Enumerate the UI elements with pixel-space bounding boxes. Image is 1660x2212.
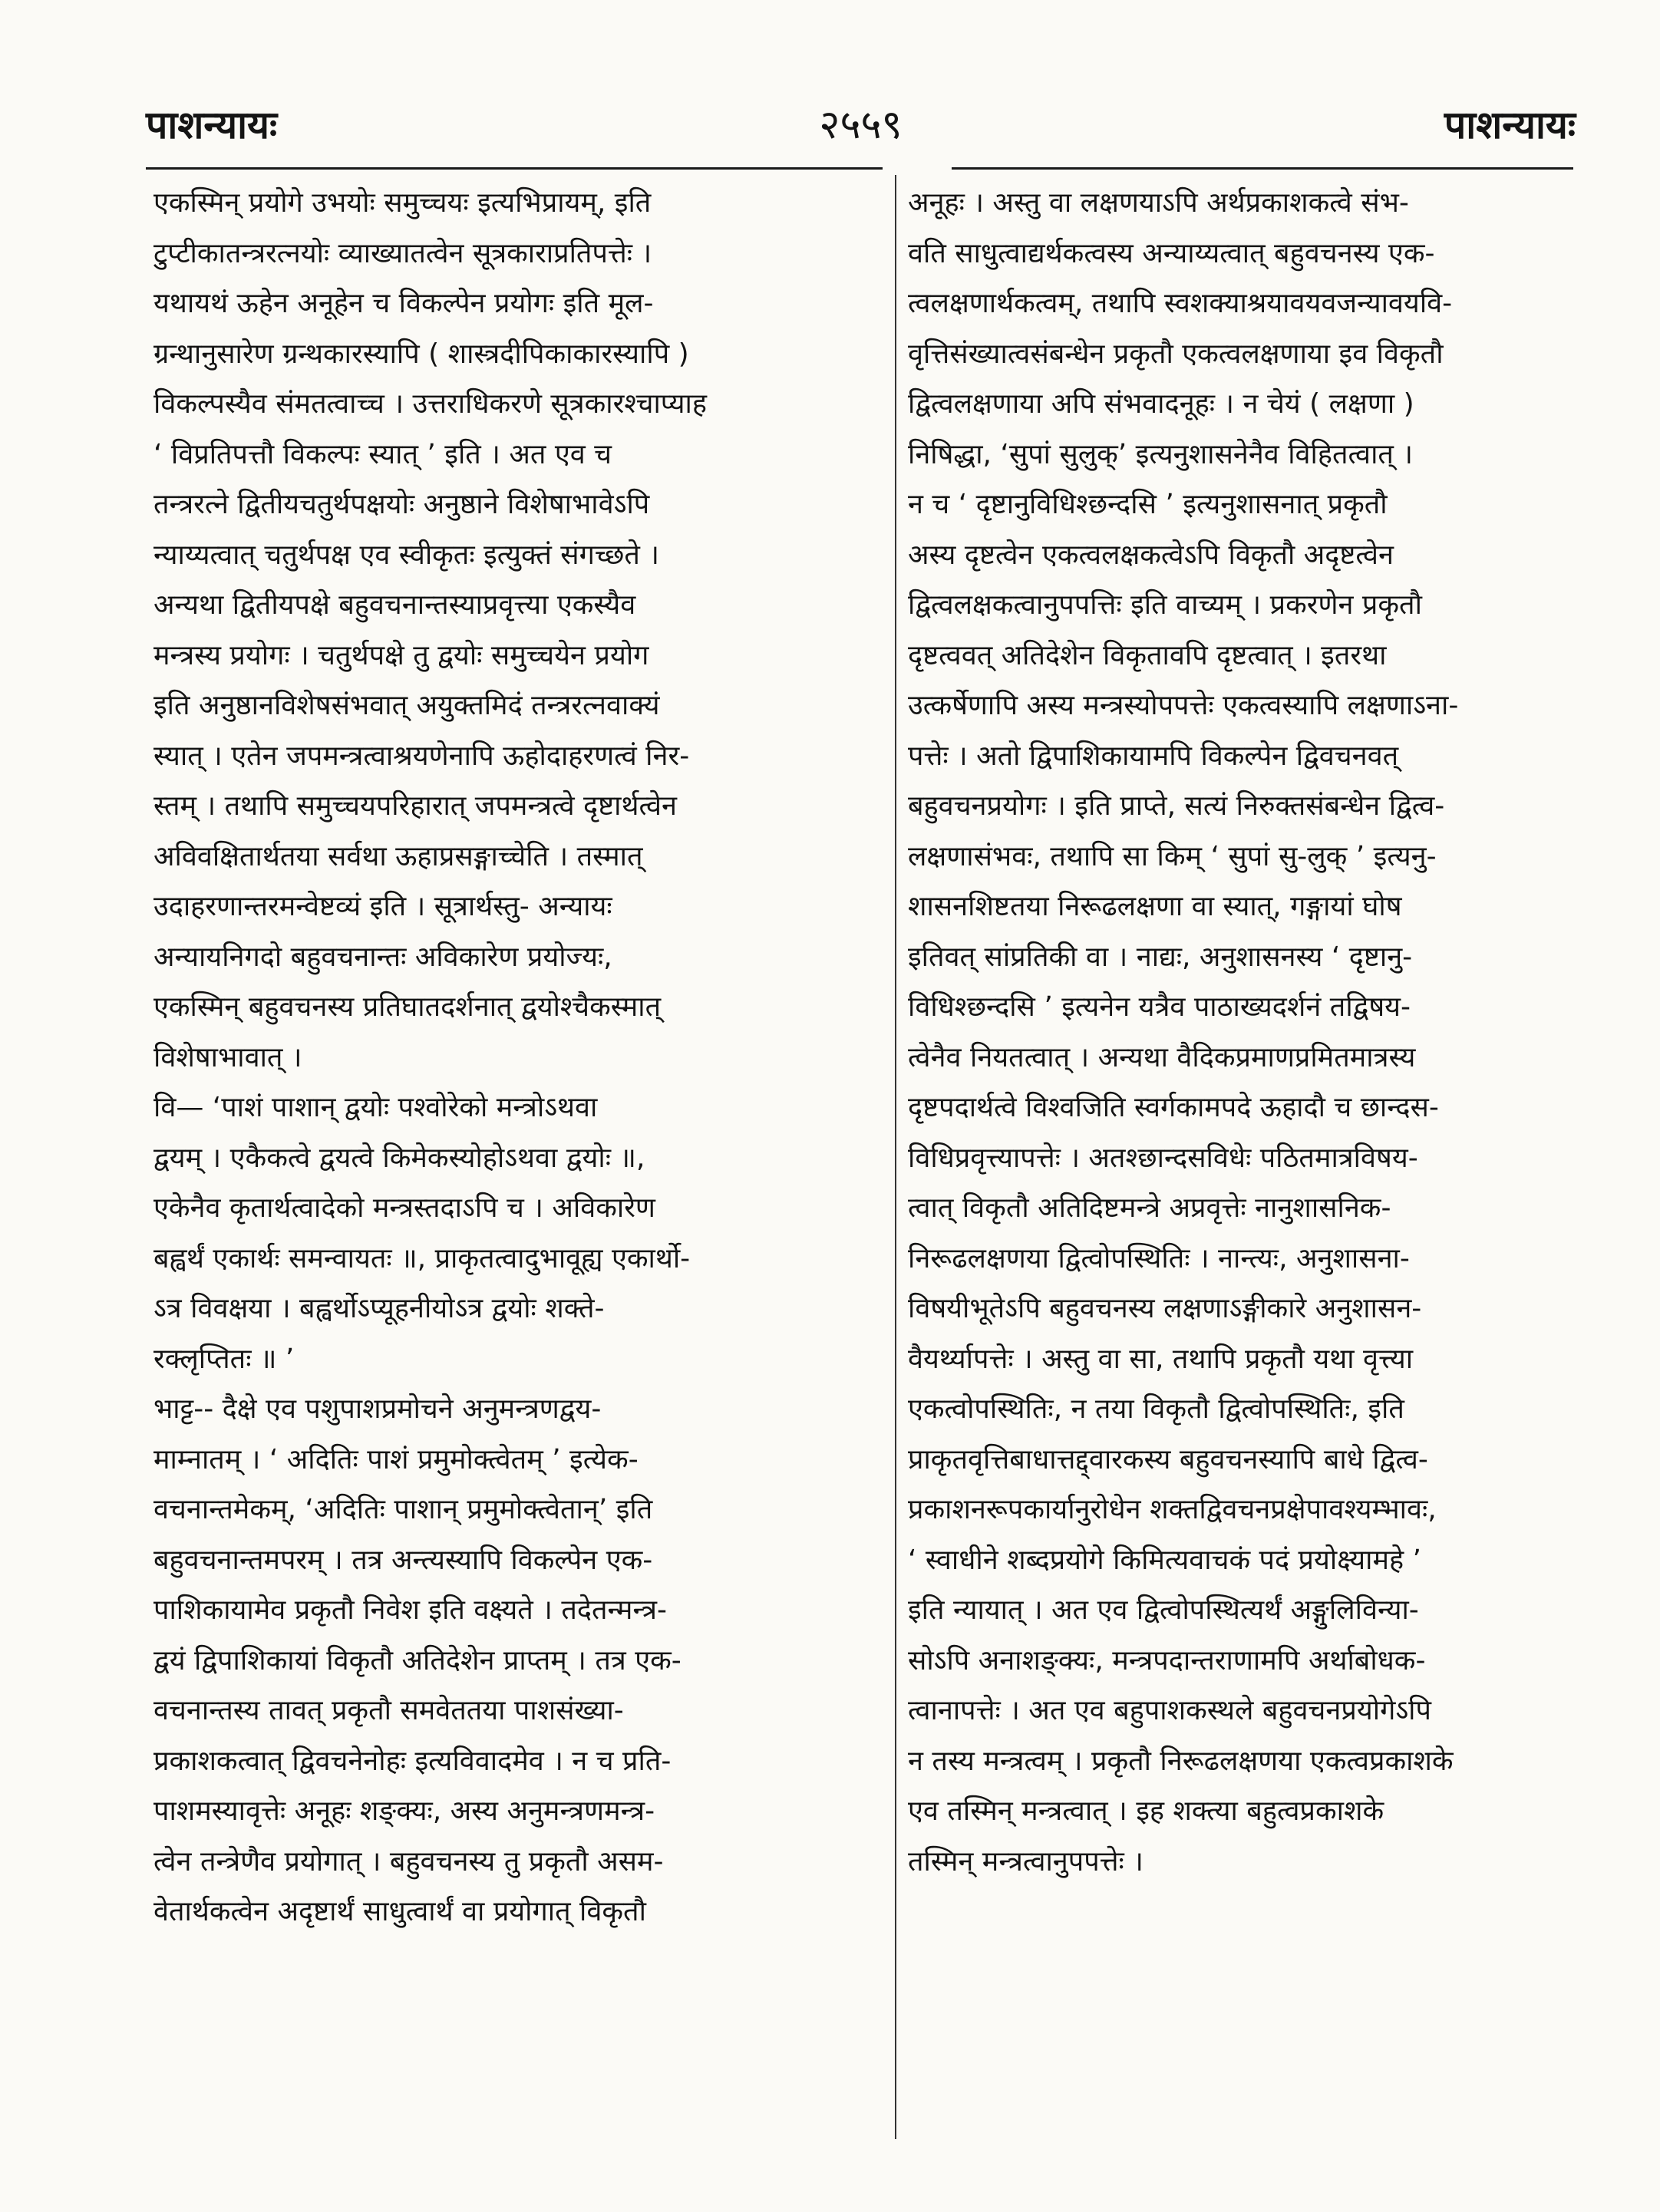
running-title-left: पाशन्यायः xyxy=(146,103,278,147)
text-line: भाट्ट-- दैक्षे एव पशुपाशप्रमोचने अनुमन्त्रणद्वय- xyxy=(153,1393,602,1425)
text-line: त्वात् विकृतौ अतिदिष्टमन्त्रे अप्रवृत्तेः नानुशासनिक- xyxy=(908,1192,1391,1224)
text-line: वृत्तिसंख्यात्वसंबन्धेन प्रकृतौ एकत्वलक्षणाया इव विकृतौ xyxy=(908,338,1444,370)
text-line: निरूढलक्षणया द्वित्वोपस्थितिः । नान्त्यः, अनुशासना- xyxy=(908,1242,1410,1274)
text-line: प्रकाशकत्वात् द्विवचनेनोहः इत्यविवादमेव । न च प्रति- xyxy=(153,1745,672,1777)
text-line: द्वयम् । एकैकत्वे द्वयत्वे किमेकस्योहोऽथवा द्वयोः ॥, xyxy=(153,1142,645,1174)
text-line: स्तम् । तथापि समुच्चयपरिहारात् जपमन्त्रत्वे दृष्टार्थत्वेन xyxy=(153,790,678,822)
text-line: एकस्मिन् बहुवचनस्य प्रतिघातदर्शनात् द्वयोश्चैकस्मात् xyxy=(153,991,662,1023)
header-rule-left xyxy=(146,167,883,170)
text-line: वेतार्थकत्वेन अदृष्टार्थं साधुत्वार्थं वा प्रयोगात् विकृतौ xyxy=(153,1896,646,1927)
text-line: त्वलक्षणार्थकत्वम्, तथापि स्वशक्याश्रयावयवजन्यावयवि- xyxy=(908,288,1453,319)
text-line: द्वयं द्विपाशिकायां विकृतौ अतिदेशेन प्राप्तम् । तत्र एक- xyxy=(153,1644,681,1676)
text-line: द्वित्वलक्षकत्वानुपपत्तिः इति वाच्यम् । प्रकरणेन प्रकृतौ xyxy=(908,589,1422,621)
text-line: दृष्टत्ववत् अतिदेशेन विकृतावपि दृष्टत्वात् । इतरथा xyxy=(908,639,1387,671)
text-line: रक्लृप्तितः ॥ ’ xyxy=(153,1343,295,1375)
text-line: वचनान्तमेकम्, ‘अदितिः पाशान् प्रमुमोक्त्वेतान्’ इति xyxy=(153,1494,653,1525)
text-line: ‘ स्वाधीने शब्दप्रयोगे किमित्यवाचकं पदं प्रयोक्ष्यामहे ’ xyxy=(908,1544,1421,1576)
text-line: इति अनुष्ठानविशेषसंभवात् अयुक्तमिदं तन्त्ररत्नवाक्यं xyxy=(153,690,660,721)
text-line: त्वेनैव नियतत्वात् । अन्यथा वैदिकप्रमाणप्रमितमात्रस्य xyxy=(908,1041,1416,1073)
text-line: उदाहरणान्तरमन्वेष्टव्यं इति । सूत्रार्थस्तु- अन्यायः xyxy=(153,891,612,922)
text-line: एकस्मिन् प्रयोगे उभयोः समुच्चयः इत्यभिप्रायम्, इति xyxy=(153,187,652,219)
text-line: पाशिकायामेव प्रकृतौ निवेश इति वक्ष्यते । तदेतन्मन्त्र- xyxy=(153,1594,668,1626)
text-line: विषयीभूतेऽपि बहुवचनस्य लक्षणाऽङ्गीकारे अनुशासन- xyxy=(908,1293,1422,1324)
text-line: अनूहः । अस्तु वा लक्षणयाऽपि अर्थप्रकाशकत्वे संभ- xyxy=(908,187,1409,219)
text-line: अन्यायनिगदो बहुवचनान्तः अविकारेण प्रयोज्यः, xyxy=(153,941,612,973)
text-line: इति न्यायात् । अत एव द्वित्वोपस्थित्यर्थं अङ्गुलिविन्या- xyxy=(908,1594,1419,1626)
text-line: टुप्टीकातन्त्ररत्नयोः व्याख्यातत्वेन सूत्रकाराप्रतिपत्तेः । xyxy=(153,237,652,269)
text-line: वचनान्तस्य तावत् प्रकृतौ समवेततया पाशसंख्या- xyxy=(153,1695,624,1726)
text-line: न्याय्यत्वात् चतुर्थपक्ष एव स्वीकृतः इत्युक्तं संगच्छते । xyxy=(153,539,659,571)
text-line: त्वानापत्तेः । अत एव बहुपाशकस्थले बहुवचनप्रयोगेऽपि xyxy=(908,1695,1431,1726)
text-line: विकल्पस्यैव संमतत्वाच्च । उत्तराधिकरणे सूत्रकारश्चाप्याह xyxy=(153,388,707,420)
header-rule-right xyxy=(952,167,1573,170)
text-line: इतिवत् सांप्रतिकी वा । नाद्यः, अनुशासनस्य ‘ दृष्टानु- xyxy=(908,941,1413,973)
text-line: मन्त्रस्य प्रयोगः । चतुर्थपक्षे तु द्वयोः समुच्चयेन प्रयोग xyxy=(153,639,649,671)
text-line: निषिद्धा, ‘सुपां सुलुक्’ इत्यनुशासनेनैव विहितत्वात् । xyxy=(908,438,1414,470)
text-line: यथायथं ऊहेन अनूहेन च विकल्पेन प्रयोगः इति मूल- xyxy=(153,288,654,319)
text-line: एव तस्मिन् मन्त्रत्वात् । इह शक्त्या बहुत्वप्रकाशके xyxy=(908,1795,1384,1827)
text-line: अस्य दृष्टत्वेन एकत्वलक्षकत्वेऽपि विकृतौ अदृष्टत्वेन xyxy=(908,539,1394,571)
text-line: दृष्टपदार्थत्वे विश्वजिति स्वर्गकामपदे ऊहादौ च छान्दस- xyxy=(908,1092,1439,1123)
text-line: ऽत्र विवक्षया । बह्वर्थोऽप्यूहनीयोऽत्र द्वयोः शक्ते- xyxy=(153,1293,605,1324)
text-line: अविवक्षितार्थतया सर्वथा ऊहाप्रसङ्गाच्चेति । तस्मात् xyxy=(153,840,643,872)
text-line: वैयर्थ्यापत्तेः । अस्तु वा सा, तथापि प्रकृतौ यथा वृत्त्या xyxy=(908,1343,1414,1375)
column-divider xyxy=(895,175,896,2139)
text-line: न च ‘ दृष्टानुविधिश्छन्दसि ’ इत्यनुशासनात् प्रकृतौ xyxy=(908,489,1388,520)
text-line: वति साधुत्वाद्यर्थकत्वस्य अन्याय्यत्वात् बहुवचनस्य एक- xyxy=(908,237,1435,269)
text-line: अन्यथा द्वितीयपक्षे बहुवचनान्तस्याप्रवृत्त्या एकस्यैव xyxy=(153,589,636,621)
text-line: ‘ विप्रतिपत्तौ विकल्पः स्यात् ’ इति । अत एव च xyxy=(153,438,612,470)
text-line: न तस्य मन्त्रत्वम् । प्रकृतौ निरूढलक्षणया एकत्वप्रकाशके xyxy=(908,1745,1454,1777)
text-line: माम्नातम् । ‘ अदितिः पाशं प्रमुमोक्त्वेतम् ’ इत्येक- xyxy=(153,1443,639,1475)
text-line: तन्त्ररत्ने द्वितीयचतुर्थपक्षयोः अनुष्ठाने विशेषाभावेऽपि xyxy=(153,489,650,520)
text-line: विधिश्छन्दसि ’ इत्यनेन यत्रैव पाठाख्यदर्शनं तद्विषय- xyxy=(908,991,1411,1023)
text-line: पाशमस्यावृत्तेः अनूहः शङ्क्यः, अस्य अनुमन्त्रणमन्त्र- xyxy=(153,1795,655,1827)
text-line: बहुवचनप्रयोगः । इति प्राप्ते, सत्यं निरुक्तसंबन्धेन द्वित्व- xyxy=(908,790,1445,822)
text-line: ग्रन्थानुसारेण ग्रन्थकारस्यापि ( शास्त्रदीपिकाकारस्यापि ) xyxy=(153,338,689,370)
text-line: विधिप्रवृत्त्यापत्तेः । अतश्छान्दसविधेः पठितमात्रविषय- xyxy=(908,1142,1418,1174)
text-line: त्वेन तन्त्रेणैव प्रयोगात् । बहुवचनस्य तु प्रकृतौ असम- xyxy=(153,1845,664,1877)
text-line: सोऽपि अनाशङ्क्यः, मन्त्रपदान्तराणामपि अर्थाबोधक- xyxy=(908,1644,1426,1676)
text-line: एकेनैव कृतार्थत्वादेको मन्त्रस्तदाऽपि च । अविकारेण xyxy=(153,1192,655,1224)
text-line: विशेषाभावात् । xyxy=(153,1041,302,1073)
text-line: लक्षणासंभवः, तथापि सा किम् ‘ सुपां सु-लुक् ’ इत्यनु- xyxy=(908,840,1437,872)
text-line: वि— ‘पाशं पाशान् द्वयोः पश्वोरेको मन्त्रोऽथवा xyxy=(153,1092,598,1123)
right-column xyxy=(908,178,1583,1887)
text-line: बह्वर्थं एकार्थः समन्वायतः ॥, प्राकृतत्वादुभावूह्य एकार्थो- xyxy=(153,1242,691,1274)
text-line: प्रकाशनरूपकार्यानुरोधेन शक्तद्विवचनप्रक्षेपावश्यम्भावः, xyxy=(908,1494,1437,1525)
page-number: २५५९ xyxy=(819,102,903,148)
text-line: शासनशिष्टतया निरूढलक्षणा वा स्यात्, गङ्गायां घोष xyxy=(908,891,1402,922)
left-column xyxy=(153,178,875,1937)
text-line: बहुवचनान्तमपरम् । तत्र अन्त्यस्यापि विकल्पेन एक- xyxy=(153,1544,653,1576)
text-line: द्वित्वलक्षणाया अपि संभवादनूहः । न चेयं ( लक्षणा ) xyxy=(908,388,1414,420)
page-header xyxy=(146,91,1576,160)
text-line: तस्मिन् मन्त्रत्वानुपपत्तेः । xyxy=(908,1845,1144,1877)
text-line: उत्कर्षेणापि अस्य मन्त्रस्योपपत्तेः एकत्वस्यापि लक्षणाऽना- xyxy=(908,690,1459,721)
text-line: प्राकृतवृत्तिबाधात्तद्द्वारकस्य बहुवचनस्यापि बाधे द्वित्व- xyxy=(908,1443,1428,1475)
text-line: पत्तेः । अतो द्विपाशिकायामपि विकल्पेन द्विवचनवत् xyxy=(908,740,1399,772)
text-line: एकत्वोपस्थितिः, न तया विकृतौ द्वित्वोपस्थितिः, इति xyxy=(908,1393,1404,1425)
running-title-right: पाशन्यायः xyxy=(1444,103,1576,147)
text-line: स्यात् । एतेन जपमन्त्रत्वाश्रयणेनापि ऊहोदाहरणत्वं निर- xyxy=(153,740,690,772)
